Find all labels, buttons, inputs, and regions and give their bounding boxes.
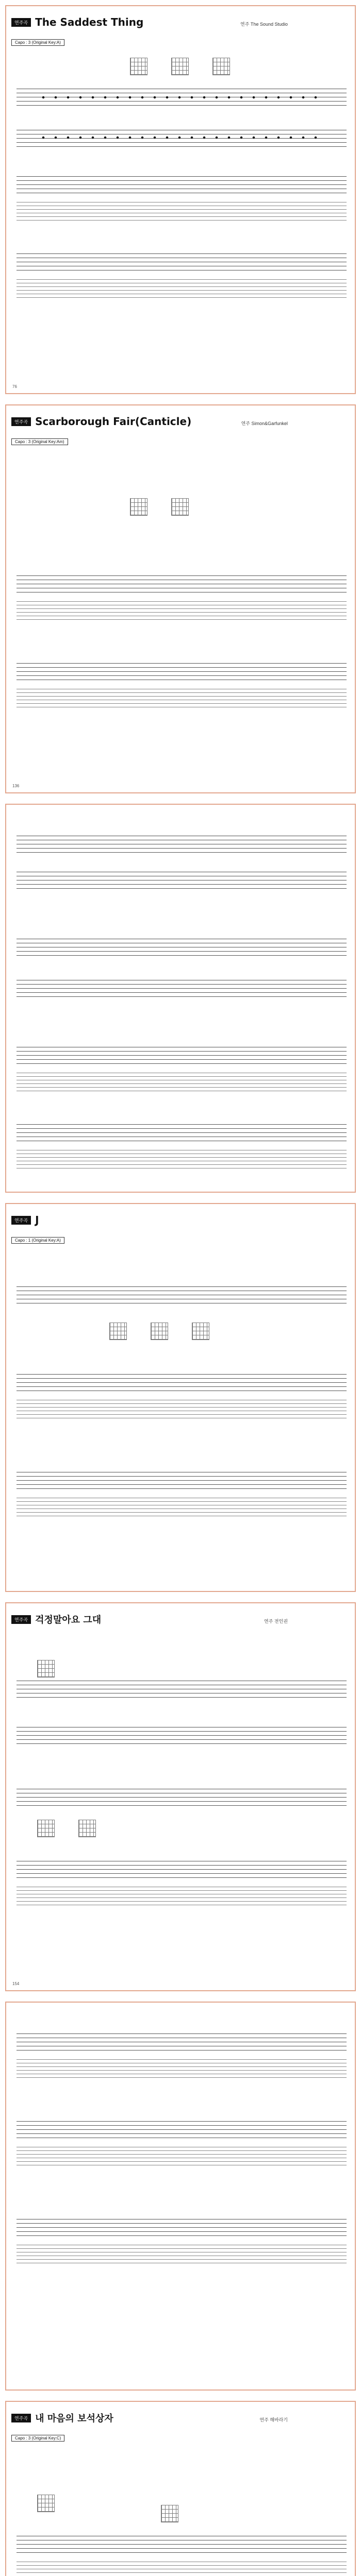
tab-staff (17, 601, 347, 620)
tab-staff (17, 2245, 347, 2263)
chord-diagram (171, 58, 189, 75)
capo-info: Capo : 1 (Original Key:A) (11, 1237, 64, 1244)
music-staff (17, 1727, 347, 1743)
music-staff (17, 253, 347, 270)
song-title: J (35, 1214, 39, 1226)
page-number: 136 (12, 784, 20, 788)
category-label: 연주곡 (11, 18, 31, 27)
tab-staff (17, 1073, 347, 1091)
music-staff (17, 1047, 347, 1063)
music-staff (17, 2219, 347, 2235)
chord-diagram (130, 498, 147, 516)
music-staff (17, 1861, 347, 1877)
title-row (11, 415, 191, 428)
sheet-2 (5, 404, 356, 793)
music-staff (17, 1286, 347, 1303)
capo-info: Capo : 3 (Original Key:C) (11, 2435, 64, 2442)
artist: 연주 The Sound Studio (240, 22, 288, 27)
chord-diagram (151, 1323, 168, 1340)
page-number: 154 (12, 1981, 20, 1986)
category-label: 연주곡 (11, 417, 31, 426)
category-label: 연주곡 (11, 1216, 31, 1225)
chord-diagram (161, 2505, 178, 2522)
sheet-5 (5, 1602, 356, 1991)
notes (37, 134, 326, 141)
chord-diagram (37, 1660, 55, 1677)
tab-staff (17, 1498, 347, 1516)
music-staff (17, 1374, 347, 1391)
chord-diagram (192, 1323, 209, 1340)
category-label: 연주곡 (11, 2414, 31, 2422)
title-row (11, 15, 143, 29)
tab-staff (17, 1400, 347, 1418)
chord-diagram (37, 2495, 55, 2512)
sheet-1 (5, 5, 356, 394)
music-staff (17, 176, 347, 193)
title-row (11, 1213, 39, 1227)
capo-info: Capo : 3 (Original Key:A) (11, 39, 64, 46)
music-staff (17, 663, 347, 680)
chord-diagram (212, 58, 230, 75)
notes (37, 94, 326, 101)
tab-staff (17, 1150, 347, 1168)
music-staff (17, 2033, 347, 2050)
song-title: The Saddest Thing (35, 16, 144, 28)
sheet-3 (5, 804, 356, 1193)
music-staff (17, 836, 347, 852)
artist: 연주 해바라기 (259, 2417, 288, 2422)
music-staff (17, 575, 347, 592)
song-title: 내 마음의 보석상자 (35, 2413, 113, 2424)
music-staff (17, 939, 347, 955)
category-label: 연주곡 (11, 1615, 31, 1624)
title-row (11, 1613, 101, 1626)
tab-staff (17, 2059, 347, 2078)
sheet-4 (5, 1203, 356, 1592)
music-staff (17, 1681, 347, 1697)
song-title: Scarborough Fair(Canticle) (35, 415, 192, 428)
music-staff (17, 2536, 347, 2552)
capo-info: Capo : 3 (Original Key:Am) (11, 438, 68, 445)
tab-staff (17, 202, 347, 221)
music-staff (17, 1789, 347, 1805)
chord-diagram (78, 1820, 96, 1837)
chord-diagram (109, 1323, 127, 1340)
chord-diagram (130, 58, 147, 75)
song-title: 걱정말아요 그대 (35, 1615, 102, 1625)
artist: 연주 전인권 (264, 1619, 288, 1624)
music-staff (17, 980, 347, 996)
tab-staff (17, 689, 347, 707)
page-number: 76 (12, 384, 17, 389)
chord-diagram (37, 1820, 55, 1837)
artist: 연주 Simon&Garfunkel (241, 421, 288, 426)
title-row (11, 2411, 113, 2425)
sheet-6 (5, 2002, 356, 2391)
music-staff (17, 2121, 347, 2138)
music-staff (17, 1472, 347, 1488)
tab-staff (17, 2562, 347, 2576)
sheet-7 (5, 2401, 356, 2576)
tab-staff (17, 2147, 347, 2165)
tab-staff (17, 1887, 347, 1905)
tab-staff (17, 279, 347, 298)
music-staff (17, 872, 347, 888)
chord-diagram (171, 498, 189, 516)
music-staff (17, 1124, 347, 1141)
